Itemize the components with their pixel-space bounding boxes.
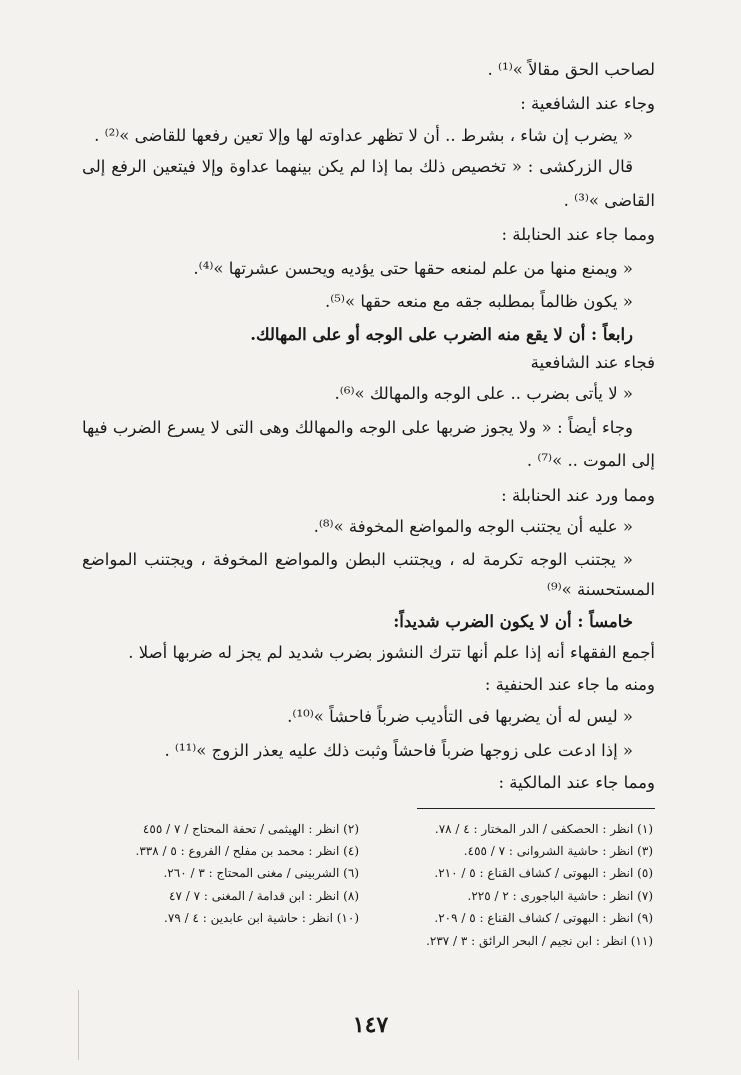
text-line: وجاء أيضاً : « ولا يجوز ضربها على الوجه والمهالك وهى التى لا يسرع الضرب فيها bbox=[82, 418, 633, 437]
text-line: ومما ورد عند الحنابلة : bbox=[501, 486, 655, 505]
text-line: المستحسنة »⁽⁹⁾ bbox=[546, 580, 655, 599]
footnote: (٤) انظر : محمد بن مفلح / الفروع : ٥ / ٣٣٨. bbox=[135, 844, 359, 858]
footnote: (٣) انظر : حاشية الشروانى : ٧ / ٤٥٥. bbox=[463, 844, 653, 858]
text-line: لصاحب الحق مقالاً »⁽¹⁾ . bbox=[487, 60, 655, 79]
text-line: وجاء عند الشافعية : bbox=[520, 94, 655, 113]
scan-margin-line bbox=[78, 990, 79, 1060]
footnote: (١١) انظر : ابن نجيم / البحر الرائق : ٣ / ٢٣٧. bbox=[426, 934, 653, 948]
text-line: « لا يأتى بضرب .. على الوجه والمهالك »⁽⁶⁾. bbox=[334, 384, 633, 403]
footnote: (١) انظر : الحصكفى / الدر المختار : ٤ / ٧٨. bbox=[434, 822, 653, 836]
footnote: (٦) الشربينى / مغنى المحتاج : ٣ / ٢٦٠. bbox=[163, 866, 359, 880]
text-line: ومما جاء عند المالكية : bbox=[498, 773, 655, 792]
text-line: « ليس له أن يضربها فى التأديب ضرباً فاحشاً »⁽¹⁰⁾. bbox=[287, 707, 633, 726]
section-heading: رابعاً : أن لا يقع منه الضرب على الوجه أو على المهالك. bbox=[250, 325, 633, 344]
text-line: « عليه أن يجتنب الوجه والمواضع المخوفة »⁽⁸⁾. bbox=[313, 517, 633, 536]
text-line: أجمع الفقهاء أنه إذا علم أنها تترك النشوز بضرب شديد لم يجز له ضربها أصلا . bbox=[128, 643, 655, 662]
text-line: ومما جاء عند الحنابلة : bbox=[501, 225, 655, 244]
text-line: إلى الموت .. »⁽⁷⁾ . bbox=[526, 451, 655, 470]
footnote: (٧) انظر : حاشية الباجورى : ٢ / ٢٢٥. bbox=[467, 889, 653, 903]
text-line: القاضى »⁽³⁾ . bbox=[563, 191, 655, 210]
footnote-separator bbox=[417, 808, 655, 809]
footnote: (٩) انظر : البهوتى / كشاف القناع : ٥ / ٢٠٩. bbox=[434, 911, 653, 925]
page-number: ١٤٧ bbox=[352, 1012, 389, 1038]
text-line: فجاء عند الشافعية bbox=[530, 353, 655, 372]
text-line: « إذا ادعت على زوجها ضرباً فاحشاً وثبت ذلك عليه يعذر الزوج »⁽¹¹⁾ . bbox=[164, 741, 633, 760]
text-line: قال الزركشى : « تخصيص ذلك بما إذا لم يكن بينهما عداوة وإلا فيتعين الرفع إلى bbox=[82, 157, 633, 176]
footnote: (٢) انظر : الهيثمى / تحفة المحتاج / ٧ / ٤٥٥ bbox=[142, 822, 359, 836]
text-line: ومنه ما جاء عند الحنفية : bbox=[484, 675, 655, 694]
footnote: (٨) انظر : ابن قدامة / المغنى : ٧ / ٤٧ bbox=[169, 889, 359, 903]
text-line: « يجتنب الوجه تكرمة له ، ويجتنب البطن والمواضع المخوفة ، ويجتنب المواضع bbox=[82, 550, 633, 569]
footnote: (٥) انظر : البهوتى / كشاف القناع : ٥ / ٢١٠. bbox=[434, 866, 653, 880]
text-line: « يضرب إن شاء ، بشرط .. أن لا تظهر عداوته لها وإلا تعين رفعها للقاضى »⁽²⁾ . bbox=[94, 126, 633, 145]
footnote: (١٠) انظر : حاشية ابن عابدين : ٤ / ٧٩. bbox=[164, 911, 359, 925]
text-line: « يكون ظالماً بمطلبه جقه مع منعه حقها »⁽⁵⁾. bbox=[324, 292, 633, 311]
section-heading: خامساً : أن لا يكون الضرب شديداً: bbox=[393, 612, 633, 631]
text-line: « ويمنع منها من علم لمنعه حقها حتى يؤديه ويحسن عشرتها »⁽⁴⁾. bbox=[193, 259, 633, 278]
